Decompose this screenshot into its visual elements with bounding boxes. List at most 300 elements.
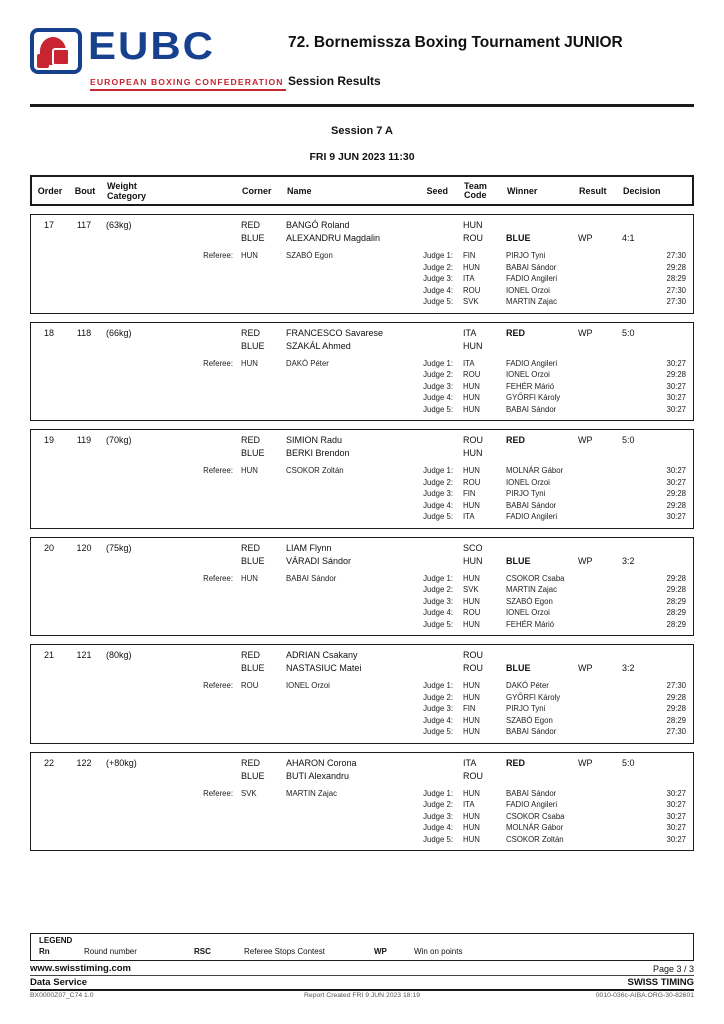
judge-team-code: HUN [463, 619, 480, 629]
referee-name: MARTIN Zajac [286, 788, 337, 798]
judge-label: Judge 3: [423, 489, 453, 498]
blue-corner-row [31, 662, 693, 675]
judge-team-code: HUN [463, 692, 480, 702]
weight-category: (66kg) [106, 327, 132, 338]
page-number: Page 3 / 3 [652, 964, 694, 974]
tournament-title: 72. Bornemissza Boxing Tournament JUNIOR [288, 34, 623, 51]
session-name: Session 7 A [331, 125, 393, 137]
legend-title: LEGEND [39, 936, 73, 945]
boxer-name-blue: VÁRADI Sándor [286, 555, 352, 566]
referee-team-code: HUN [241, 466, 258, 475]
judge-team-code: ITA [463, 274, 475, 283]
judge-score: 30:27 [666, 811, 686, 821]
judge-team-code: HUN [463, 573, 480, 583]
referee-name: SZABÓ Egon [286, 251, 333, 260]
red-corner-row [31, 542, 693, 555]
judge-row [31, 680, 693, 692]
judge-score: 30:27 [666, 393, 686, 402]
judge-score: 27:30 [666, 681, 686, 690]
team-code-blue: HUN [463, 340, 483, 351]
legend-abbr-wp: WP [374, 947, 387, 956]
eubc-logo [30, 23, 288, 91]
bout-list [30, 214, 694, 851]
legend-items [39, 947, 685, 956]
judge-name: FADIO Angileri [506, 358, 558, 368]
judge-score: 28:29 [666, 715, 686, 725]
referee-team-code: HUN [241, 251, 258, 260]
judge-name: BABAI Sándor [506, 262, 557, 272]
referee-name: CSOKOR Zoltán [286, 466, 344, 475]
judge-team-code: ROU [463, 285, 481, 295]
order-number: 17 [43, 220, 54, 230]
judge-name: GYŐRFI Károly [506, 393, 561, 402]
judge-label: Judge 1: [423, 573, 453, 583]
judge-row [31, 715, 693, 727]
decision-value: 4:1 [622, 233, 635, 243]
judge-row [31, 692, 693, 704]
judge-row [31, 788, 693, 800]
winner-value: BLUE [506, 233, 531, 243]
judge-row [31, 500, 693, 512]
officials-block [31, 788, 693, 846]
blue-corner-row [31, 770, 693, 783]
result-value: WP [578, 757, 593, 768]
bout-box [30, 429, 694, 529]
col-corner: Corner [242, 186, 272, 196]
corner-label-red: RED [241, 650, 261, 660]
eubc-glove-icon [30, 28, 82, 74]
judge-team-code: ITA [463, 512, 475, 521]
judge-team-code: ITA [463, 358, 475, 368]
judge-row [31, 822, 693, 834]
judge-score: 29:28 [666, 370, 686, 379]
boxer-name-red: LIAM Flynn [286, 542, 332, 553]
order-number: 20 [43, 542, 54, 553]
result-value: WP [578, 663, 593, 673]
judge-score: 29:28 [666, 489, 686, 498]
judge-team-code: HUN [463, 811, 480, 821]
judge-team-code: FIN [463, 251, 476, 260]
judge-score: 30:27 [666, 788, 686, 798]
judge-score: 27:30 [666, 727, 686, 736]
legend-desc-rsc: Referee Stops Contest [244, 947, 325, 956]
referee-team-code: HUN [241, 358, 258, 368]
corner-label-red: RED [241, 542, 261, 553]
legend-desc-wp: Win on points [414, 947, 463, 956]
judge-team-code: SVK [463, 585, 479, 594]
judge-label: Judge 5: [423, 727, 453, 736]
boxer-name-red: BANGÓ Roland [286, 220, 350, 230]
judge-team-code: HUN [463, 393, 480, 402]
referee-label: Referee: [203, 788, 233, 798]
judge-name: BABAI Sándor [506, 404, 557, 414]
judge-team-code: FIN [463, 489, 476, 498]
judge-score: 29:28 [666, 262, 686, 272]
judge-row [31, 273, 693, 285]
judge-row [31, 811, 693, 823]
team-code-blue: HUN [463, 448, 483, 458]
judge-label: Judge 3: [423, 274, 453, 283]
judge-name: FEHÉR Márió [506, 619, 555, 629]
judge-name: BABAI Sándor [506, 727, 557, 736]
judge-team-code: HUN [463, 596, 480, 606]
document-id: 0010-036c-AIBA.ORG-30-82601 [595, 992, 694, 999]
judge-name: SZABÓ Egon [506, 596, 553, 606]
judge-row [31, 465, 693, 477]
judge-label: Judge 1: [423, 358, 453, 368]
judge-score: 29:28 [666, 692, 686, 702]
legend-box [30, 933, 694, 961]
judge-score: 29:28 [666, 573, 686, 583]
blue-corner-row [31, 340, 693, 353]
boxer-name-blue: SZAKÁL Ahmed [286, 340, 351, 351]
judge-row [31, 358, 693, 370]
data-service-label: Data Service [30, 977, 88, 988]
judge-score: 30:27 [666, 466, 686, 475]
referee-label: Referee: [203, 681, 233, 690]
judge-row [31, 488, 693, 500]
judge-score: 28:29 [666, 619, 686, 629]
judge-name: IONEL Orzoi [506, 477, 550, 487]
judge-row [31, 726, 693, 738]
red-corner-row [31, 219, 693, 232]
judge-row [31, 285, 693, 297]
session-datetime: FRI 9 JUN 2023 11:30 [309, 151, 415, 163]
corner-label-blue: BLUE [241, 770, 265, 781]
bout-box [30, 752, 694, 852]
corner-label-blue: BLUE [241, 448, 265, 458]
judge-label: Judge 3: [423, 381, 453, 391]
judge-team-code: HUN [463, 500, 480, 510]
red-corner-row [31, 434, 693, 447]
judge-label: Judge 2: [423, 262, 453, 272]
judge-label: Judge 3: [423, 811, 453, 821]
decision-value: 5:0 [622, 757, 635, 768]
team-code-red: ROU [463, 435, 483, 445]
judge-team-code: HUN [463, 466, 480, 475]
judge-name: MOLNÁR Gábor [506, 466, 564, 475]
judge-label: Judge 4: [423, 393, 453, 402]
judge-team-code: HUN [463, 404, 480, 414]
col-weight: Weight Category [107, 181, 147, 201]
judge-name: FEHÉR Márió [506, 381, 555, 391]
col-order: Order [37, 186, 63, 196]
judge-score: 29:28 [666, 704, 686, 713]
judge-score: 30:27 [666, 381, 686, 391]
eubc-logo-subtext: EUROPEAN BOXING CONFEDERATION [90, 77, 286, 91]
judge-team-code: HUN [463, 715, 480, 725]
judge-name: MARTIN Zajac [506, 585, 557, 594]
report-header [30, 23, 694, 96]
boxer-name-blue: BERKI Brendon [286, 448, 350, 458]
referee-name: IONEL Orzoi [286, 681, 330, 690]
officials-block [31, 358, 693, 416]
col-bout: Bout [74, 186, 96, 196]
judge-row [31, 250, 693, 262]
red-corner-row [31, 757, 693, 770]
corner-label-red: RED [241, 220, 261, 230]
judge-row [31, 619, 693, 631]
team-code-red: ITA [463, 757, 477, 768]
winner-value: RED [506, 757, 526, 768]
team-code-blue: HUN [463, 555, 483, 566]
result-value: WP [578, 435, 593, 445]
officials-block [31, 465, 693, 523]
officials-block [31, 680, 693, 738]
corner-label-blue: BLUE [241, 555, 265, 566]
judge-name: SZABÓ Egon [506, 715, 553, 725]
bout-box [30, 214, 694, 314]
judge-score: 28:29 [666, 596, 686, 606]
judge-team-code: HUN [463, 262, 480, 272]
boxer-name-red: FRANCESCO Savarese [286, 327, 384, 338]
blue-corner-row [31, 232, 693, 245]
judge-name: IONEL Orzoi [506, 285, 550, 295]
judge-label: Judge 4: [423, 608, 453, 617]
corner-label-blue: BLUE [241, 663, 265, 673]
judge-score: 30:27 [666, 823, 686, 832]
corner-label-red: RED [241, 757, 261, 768]
report-footer [30, 963, 694, 999]
judge-row [31, 381, 693, 393]
judge-name: IONEL Orzoi [506, 608, 550, 617]
bout-number: 118 [76, 327, 92, 338]
judge-name: GYŐRFI Károly [506, 692, 561, 702]
judge-row [31, 262, 693, 274]
judge-row [31, 834, 693, 846]
corner-label-blue: BLUE [241, 340, 265, 351]
judge-name: IONEL Orzoi [506, 370, 550, 379]
judge-row [31, 607, 693, 619]
col-team-code: Team Code [464, 180, 487, 200]
blue-corner-row [31, 447, 693, 460]
judge-row [31, 573, 693, 585]
judge-name: FADIO Angileri [506, 274, 558, 283]
swisstiming-link[interactable]: www.swisstiming.com [30, 963, 132, 974]
judge-team-code: ROU [463, 477, 481, 487]
judge-score: 28:29 [666, 608, 686, 617]
referee-label: Referee: [203, 573, 233, 583]
winner-value: BLUE [506, 663, 531, 673]
officials-block [31, 250, 693, 308]
report-code: BX0000Z07_C74 1.0 [30, 992, 94, 999]
judge-name: FADIO Angileri [506, 512, 558, 521]
judge-label: Judge 4: [423, 823, 453, 832]
col-decision: Decision [623, 186, 661, 196]
report-created-timestamp: Report Created FRI 9 JUN 2023 18:19 [304, 992, 420, 999]
header-divider [30, 104, 694, 107]
judge-team-code: ITA [463, 800, 475, 809]
judge-score: 27:30 [666, 251, 686, 260]
weight-category: (75kg) [106, 542, 132, 553]
judge-score: 27:30 [666, 285, 686, 295]
judge-label: Judge 3: [423, 596, 453, 606]
judge-team-code: HUN [463, 381, 480, 391]
judge-label: Judge 5: [423, 297, 453, 306]
judge-label: Judge 2: [423, 585, 453, 594]
judge-team-code: ROU [463, 608, 481, 617]
bout-number: 122 [76, 757, 92, 768]
team-code-red: HUN [463, 220, 483, 230]
team-code-blue: ROU [463, 663, 483, 673]
judge-label: Judge 4: [423, 285, 453, 295]
judge-name: CSOKOR Csaba [506, 573, 565, 583]
judge-name: FADIO Angileri [506, 800, 558, 809]
judge-team-code: ROU [463, 370, 481, 379]
judge-score: 28:29 [666, 274, 686, 283]
judge-row [31, 799, 693, 811]
decision-value: 5:0 [622, 435, 635, 445]
team-code-blue: ROU [463, 233, 483, 243]
judge-name: CSOKOR Csaba [506, 811, 565, 821]
col-seed: Seed [426, 186, 448, 196]
legend-abbr-rn: Rn [39, 947, 50, 956]
bout-number: 121 [76, 650, 92, 660]
weight-category: (70kg) [106, 435, 132, 445]
boxer-name-red: AHARON Corona [286, 757, 357, 768]
order-number: 22 [43, 757, 54, 768]
boxer-name-red: ADRIAN Csakany [286, 650, 358, 660]
judge-name: PIRJO Tyni [506, 251, 546, 260]
team-code-red: ITA [463, 327, 477, 338]
judge-name: DAKÓ Péter [506, 681, 549, 690]
corner-label-blue: BLUE [241, 233, 265, 243]
judge-team-code: HUN [463, 834, 480, 844]
judge-name: BABAI Sándor [506, 500, 557, 510]
referee-label: Referee: [203, 251, 233, 260]
referee-name: BABAI Sándor [286, 573, 337, 583]
judge-label: Judge 2: [423, 477, 453, 487]
judge-row [31, 703, 693, 715]
winner-value: RED [506, 435, 526, 445]
judge-team-code: HUN [463, 823, 480, 832]
winner-value: BLUE [506, 555, 531, 566]
referee-label: Referee: [203, 466, 233, 475]
judge-label: Judge 1: [423, 251, 453, 260]
col-name: Name [287, 186, 312, 196]
judge-score: 27:30 [666, 297, 686, 306]
result-value: WP [578, 327, 593, 338]
results-table-header [30, 175, 694, 206]
judge-score: 29:28 [666, 500, 686, 510]
swiss-timing-brand: SWISS TIMING [627, 977, 694, 988]
judge-team-code: SVK [463, 297, 479, 306]
col-winner: Winner [507, 186, 538, 196]
judge-row [31, 404, 693, 416]
judge-label: Judge 4: [423, 715, 453, 725]
judge-name: PIRJO Tyni [506, 704, 546, 713]
judge-score: 30:27 [666, 404, 686, 414]
officials-block [31, 573, 693, 631]
result-value: WP [578, 555, 593, 566]
team-code-blue: ROU [463, 770, 483, 781]
judge-label: Judge 1: [423, 788, 453, 798]
bout-box [30, 537, 694, 637]
judge-team-code: HUN [463, 788, 480, 798]
judge-label: Judge 1: [423, 466, 453, 475]
judge-label: Judge 5: [423, 404, 453, 414]
referee-team-code: SVK [241, 788, 257, 798]
judge-score: 30:27 [666, 477, 686, 487]
boxer-name-blue: BUTI Alexandru [286, 770, 350, 781]
bout-box [30, 322, 694, 422]
decision-value: 5:0 [622, 327, 635, 338]
weight-category: (+80kg) [106, 757, 137, 768]
bout-number: 117 [76, 220, 92, 230]
judge-name: PIRJO Tyni [506, 489, 546, 498]
weight-category: (80kg) [106, 650, 132, 660]
judge-row [31, 511, 693, 523]
judge-score: 30:27 [666, 800, 686, 809]
referee-team-code: HUN [241, 573, 258, 583]
judge-name: BABAI Sándor [506, 788, 557, 798]
judge-score: 29:28 [666, 585, 686, 594]
corner-label-red: RED [241, 435, 261, 445]
judge-row [31, 477, 693, 489]
judge-score: 30:27 [666, 834, 686, 844]
judge-label: Judge 5: [423, 512, 453, 521]
judge-label: Judge 1: [423, 681, 453, 690]
corner-label-red: RED [241, 327, 261, 338]
bout-number: 120 [76, 542, 92, 553]
judge-label: Judge 5: [423, 834, 453, 844]
team-code-red: ROU [463, 650, 483, 660]
order-number: 21 [43, 650, 54, 660]
judge-name: MOLNÁR Gábor [506, 823, 564, 832]
judge-label: Judge 5: [423, 619, 453, 629]
order-number: 18 [43, 327, 54, 338]
judge-label: Judge 2: [423, 370, 453, 379]
decision-value: 3:2 [622, 663, 635, 673]
judge-row [31, 369, 693, 381]
judge-name: MARTIN Zajac [506, 297, 557, 306]
eubc-wordmark: EUBC [88, 23, 216, 68]
judge-label: Judge 2: [423, 800, 453, 809]
winner-value: RED [506, 327, 526, 338]
judge-row [31, 584, 693, 596]
judge-label: Judge 4: [423, 500, 453, 510]
decision-value: 3:2 [622, 555, 635, 566]
judge-label: Judge 3: [423, 704, 453, 713]
team-code-red: SCO [463, 542, 483, 553]
boxer-name-blue: NASTASIUC Matei [286, 663, 362, 673]
legend-desc-rn: Round number [84, 947, 137, 956]
referee-team-code: ROU [241, 681, 259, 690]
red-corner-row [31, 649, 693, 662]
order-number: 19 [43, 435, 54, 445]
judge-name: CSOKOR Zoltán [506, 834, 564, 844]
boxer-name-blue: ALEXANDRU Magdalin [286, 233, 381, 243]
red-corner-row [31, 327, 693, 340]
judge-row [31, 296, 693, 308]
judge-team-code: HUN [463, 727, 480, 736]
col-result: Result [579, 186, 607, 196]
bout-number: 119 [76, 435, 92, 445]
boxer-name-red: SIMION Radu [286, 435, 343, 445]
judge-row [31, 392, 693, 404]
judge-team-code: HUN [463, 681, 480, 690]
judge-row [31, 596, 693, 608]
report-type: Session Results [288, 74, 381, 88]
referee-label: Referee: [203, 358, 233, 368]
judge-label: Judge 2: [423, 692, 453, 702]
judge-score: 30:27 [666, 512, 686, 521]
result-value: WP [578, 233, 593, 243]
judge-score: 30:27 [666, 358, 686, 368]
weight-category: (63kg) [106, 220, 132, 230]
referee-name: DAKÓ Péter [286, 358, 329, 368]
legend-abbr-rsc: RSC [194, 947, 211, 956]
